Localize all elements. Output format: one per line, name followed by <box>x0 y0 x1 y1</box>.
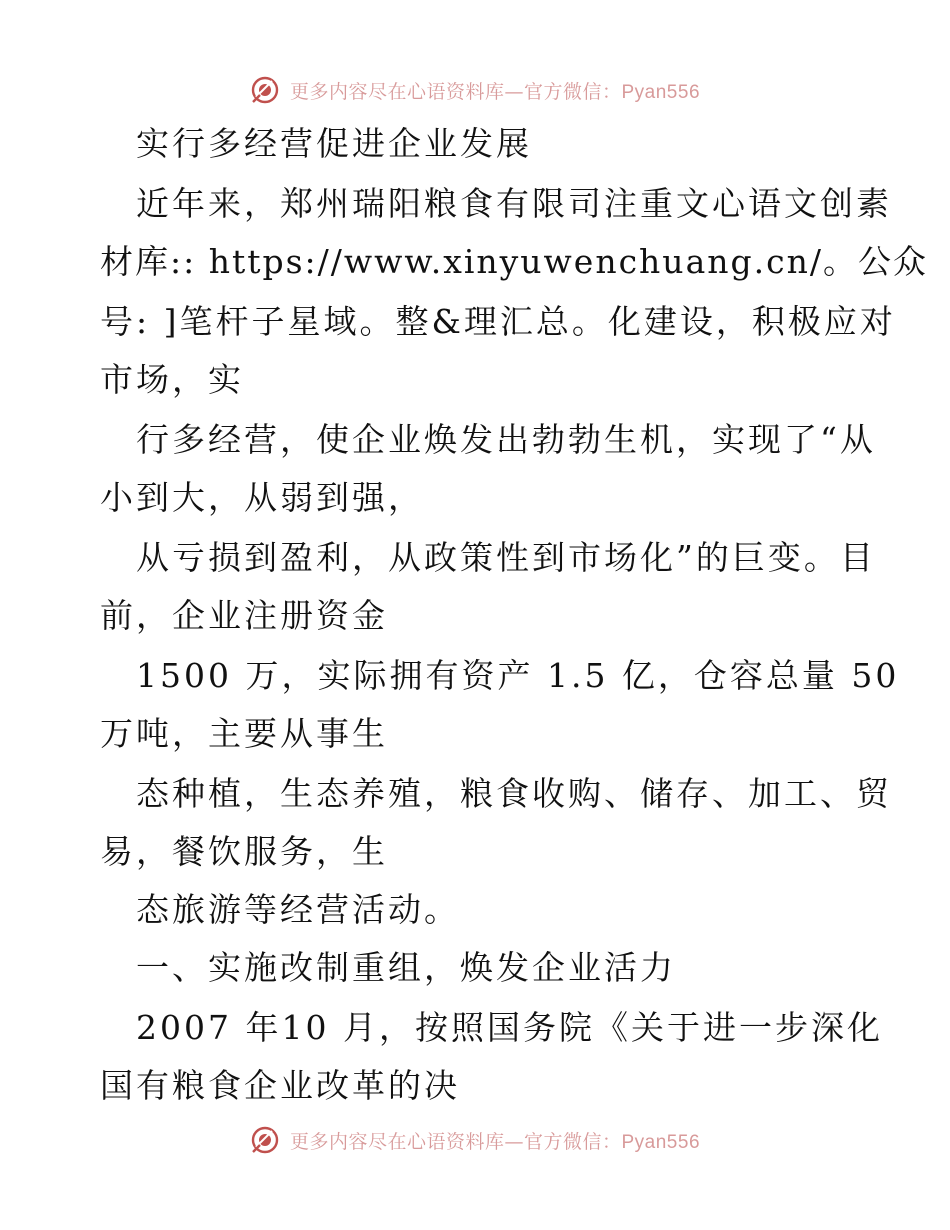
paragraph-line: 万吨，主要从事生 <box>100 714 388 753</box>
watermark-text: 更多内容尽在心语资料库—官方微信：Pyan556 <box>289 1130 701 1153</box>
header-watermark <box>0 70 950 110</box>
paragraph-line: 1500 万，实际拥有资产 1.5 亿，仓容总量 50 <box>136 656 900 695</box>
paragraph-line: 小到大，从弱到强， <box>100 478 424 517</box>
document-title: 实行多经营促进企业发展 <box>136 124 532 163</box>
paragraph-line: 国有粮食企业改革的决 <box>100 1066 460 1105</box>
watermark-text: 更多内容尽在心语资料库—官方微信：Pyan556 <box>289 80 701 103</box>
paragraph-line: 材库:: https://www.xinyuwenchuang.cn/。公众 <box>100 242 928 281</box>
paragraph-line: 行多经营，使企业焕发出勃勃生机，实现了“从 <box>136 420 876 459</box>
footer-watermark <box>0 1120 950 1160</box>
paragraph-line: 号: ]笔杆子星域。整&理汇总。化建设，积极应对 <box>100 302 896 341</box>
seal-logo-icon <box>250 1125 280 1155</box>
seal-logo-icon <box>250 75 280 105</box>
watermark-wechat-id: Pyan556 <box>621 1131 701 1153</box>
paragraph-line: 态种植，生态养殖，粮食收购、储存、加工、贸 <box>136 774 892 813</box>
paragraph-line: 前，企业注册资金 <box>100 596 388 635</box>
paragraph-line: 态旅游等经营活动。 <box>136 890 460 929</box>
paragraph-line: 近年来，郑州瑞阳粮食有限司注重文心语文创素 <box>136 184 892 223</box>
watermark-wechat-id: Pyan556 <box>621 81 701 103</box>
paragraph-line: 易，餐饮服务，生 <box>100 832 388 871</box>
section-heading: 一、实施改制重组，焕发企业活力 <box>136 948 676 987</box>
paragraph-line: 2007 年10 月，按照国务院《关于进一步深化 <box>136 1008 883 1047</box>
paragraph-line: 从亏损到盈利，从政策性到市场化”的巨变。目 <box>136 538 876 577</box>
paragraph-line: 市场，实 <box>100 360 244 399</box>
